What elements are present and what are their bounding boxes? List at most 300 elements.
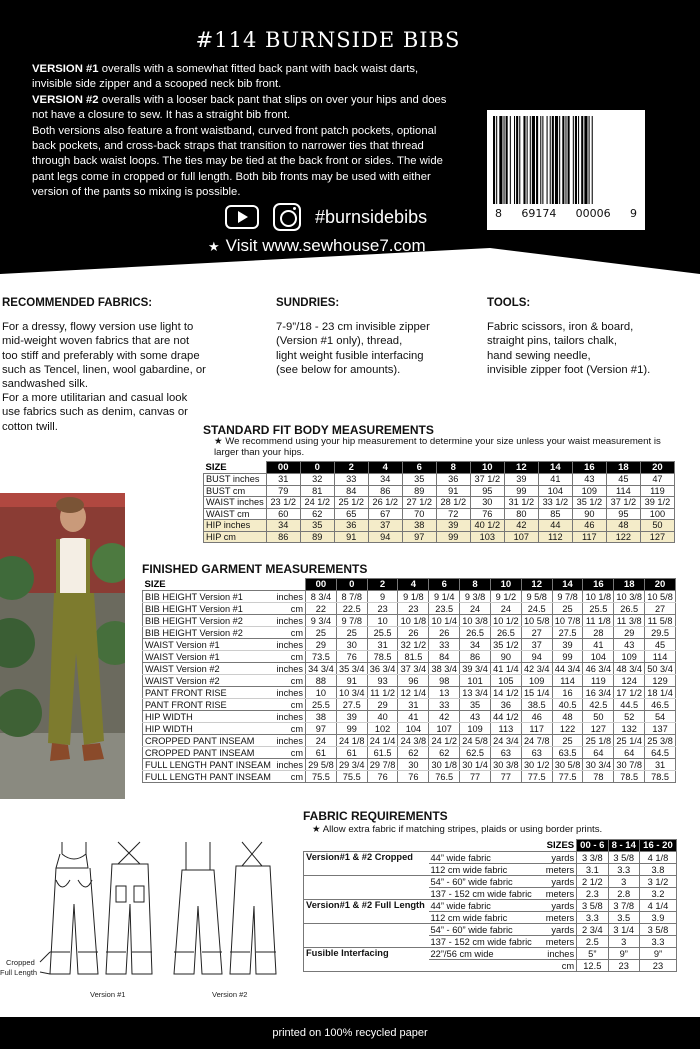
size-col-header: 20 xyxy=(640,462,674,474)
cell: 24 xyxy=(490,603,521,615)
sundries: SUNDRIES: 7-9”/18 - 23 cm invisible zipper (Version #1 only), thread, light weight fusible interfacing (see below for amounts). xyxy=(276,296,476,377)
cell: 35 xyxy=(300,520,334,532)
youtube-icon[interactable] xyxy=(225,205,259,229)
cell: 44 1/2 xyxy=(490,711,521,723)
cell: 137 xyxy=(645,723,676,735)
barcode-bar xyxy=(584,116,587,204)
fabric-unit: yards xyxy=(541,924,576,936)
cell: 88 xyxy=(306,675,337,687)
cell: 94 xyxy=(521,651,552,663)
body-note: ★ We recommend using your hip measurement to determine your size unless your waist measurement is larger than your hips. xyxy=(214,436,661,458)
cell: 109 xyxy=(572,485,606,497)
cell: 54 xyxy=(645,711,676,723)
cell: 44 3/4 xyxy=(552,663,583,675)
sundries-heading: SUNDRIES: xyxy=(276,297,340,309)
cell: 30 1/2 xyxy=(521,759,552,771)
cell: 91 xyxy=(336,675,367,687)
cell: 37 1/2 xyxy=(606,497,640,509)
cell: 3.3 xyxy=(577,912,608,924)
cell: 38 xyxy=(402,520,436,532)
cell: 2 1/2 xyxy=(577,876,608,888)
row-label: HIP cm xyxy=(204,531,267,543)
cell: 23 xyxy=(639,960,676,972)
barcode-bar xyxy=(562,116,564,204)
table-row xyxy=(304,852,677,864)
barcode-bar xyxy=(581,116,583,204)
cell: 45 xyxy=(606,474,640,486)
cell: 76 xyxy=(398,771,429,783)
barcode-bar xyxy=(516,116,518,204)
cell: 64 xyxy=(583,747,614,759)
cell: 9 3/4 xyxy=(306,615,337,627)
star-icon: ★ xyxy=(208,239,220,254)
cell: 9 1/8 xyxy=(398,591,429,603)
cell: 27.5 xyxy=(552,627,583,639)
table-row xyxy=(143,627,676,639)
cell: 24.5 xyxy=(521,603,552,615)
cell: 25.5 xyxy=(367,627,398,639)
cell: 32 1/2 xyxy=(398,639,429,651)
cell: 35 1/2 xyxy=(572,497,606,509)
sizes-header: SIZES xyxy=(541,840,576,852)
cell: 38 xyxy=(306,711,337,723)
cell: 41 xyxy=(538,474,572,486)
cell: 42 3/4 xyxy=(521,663,552,675)
row-label: WAIST Version #1 xyxy=(143,651,275,663)
cell: 11 1/2 xyxy=(367,687,398,699)
cell: 29 xyxy=(306,639,337,651)
cell: 9 5/8 xyxy=(521,591,552,603)
cell: 35 3/4 xyxy=(336,663,367,675)
cell: 24 5/8 xyxy=(460,735,491,747)
fabric-desc: 44” wide fabric xyxy=(429,900,542,912)
cell: 64 xyxy=(614,747,645,759)
row-label: FULL LENGTH PANT INSEAM xyxy=(143,771,275,783)
cell: 62 xyxy=(300,508,334,520)
row-label: CROPPED PANT INSEAM xyxy=(143,735,275,747)
cell: 27 1/2 xyxy=(402,497,436,509)
barcode-bar xyxy=(536,116,538,204)
barcode xyxy=(487,110,645,230)
cell: 47 xyxy=(640,474,674,486)
cell: 46 xyxy=(572,520,606,532)
cell: 63 xyxy=(521,747,552,759)
fabric-requirements-title: FABRIC REQUIREMENTS xyxy=(303,809,448,823)
cell: 75.5 xyxy=(306,771,337,783)
cell: 127 xyxy=(583,723,614,735)
table-row xyxy=(143,651,676,663)
cell: 43 xyxy=(572,474,606,486)
body-measurements-table xyxy=(203,461,675,543)
group-name: Fusible Interfacing xyxy=(304,948,429,972)
barcode-bar xyxy=(514,116,515,204)
barcode-bar xyxy=(519,116,520,204)
cell: 35 1/2 xyxy=(490,639,521,651)
cell: 10 5/8 xyxy=(645,591,676,603)
cell: 14 1/2 xyxy=(490,687,521,699)
cell: 23 xyxy=(398,603,429,615)
v2-label: VERSION #2 xyxy=(32,93,99,106)
cell: 39 3/4 xyxy=(460,663,491,675)
barcode-bar xyxy=(510,116,511,204)
cell: 24 3/4 xyxy=(490,735,521,747)
cell: 28 xyxy=(583,627,614,639)
cell: 114 xyxy=(606,485,640,497)
table-row xyxy=(143,675,676,687)
garment-header-row xyxy=(143,579,676,591)
size-col-header: 20 xyxy=(645,579,676,591)
cell: 99 xyxy=(504,485,538,497)
size-col-header: 14 xyxy=(552,579,583,591)
cell: 48 3/4 xyxy=(614,663,645,675)
cell: 46.5 xyxy=(645,699,676,711)
cell: 64.5 xyxy=(645,747,676,759)
both-versions-text: Both versions also feature a front waistband, curved front patch pockets, optional back pockets, and cross-back straps that transition to narrower ties that thread through back waist loops. The ties may be tied at the back front or sides. The wide pant legs come in cropped or full length. Both bib fronts may be used with either version of the pants so mixing is possible. xyxy=(32,124,443,199)
star-icon: ★ xyxy=(214,436,226,447)
cell: 91 xyxy=(334,531,368,543)
row-label: BUST cm xyxy=(204,485,267,497)
size-col-header: 8 - 14 xyxy=(608,840,639,852)
cell: 78 xyxy=(583,771,614,783)
cell: 3.3 xyxy=(608,864,639,876)
garment-measurements-table xyxy=(142,578,676,783)
cell: 52 xyxy=(614,711,645,723)
cell: 48 xyxy=(552,711,583,723)
size-col-header: 0 xyxy=(300,462,334,474)
table-row xyxy=(204,531,675,543)
table-row xyxy=(143,591,676,603)
table-row xyxy=(143,639,676,651)
cell: 30 xyxy=(470,497,504,509)
barcode-bar xyxy=(493,116,495,204)
cell: 26.5 xyxy=(460,627,491,639)
row-label: BIB HEIGHT Version #2 xyxy=(143,627,275,639)
barcode-bar xyxy=(504,116,505,204)
cell: 3 xyxy=(608,876,639,888)
tools-heading: TOOLS: xyxy=(487,297,531,309)
cell: 2.8 xyxy=(608,888,639,900)
size-col-header: 4 xyxy=(398,579,429,591)
cell: 65 xyxy=(334,508,368,520)
size-col-header: 4 xyxy=(368,462,402,474)
size-col-header: 0 xyxy=(336,579,367,591)
cell: 62 xyxy=(398,747,429,759)
size-col-header: 12 xyxy=(521,579,552,591)
fabric-desc: 112 cm wide fabric xyxy=(429,912,542,924)
cell: 45 xyxy=(645,639,676,651)
cell: 78.5 xyxy=(614,771,645,783)
fabric-note: ★ Allow extra fabric if matching stripes, plaids or using border prints. xyxy=(312,824,603,835)
cell: 41 xyxy=(398,711,429,723)
cell: 28 1/2 xyxy=(436,497,470,509)
cell: 4 1/4 xyxy=(639,900,676,912)
cell: 24 7/8 xyxy=(521,735,552,747)
cell: 35 xyxy=(402,474,436,486)
row-unit: cm xyxy=(274,771,305,783)
cell: 25 xyxy=(552,603,583,615)
cell: 99 xyxy=(552,651,583,663)
cell: 39 xyxy=(552,639,583,651)
cell: 26 xyxy=(429,627,460,639)
cell: 3 1/2 xyxy=(639,876,676,888)
row-unit: cm xyxy=(274,675,305,687)
table-row xyxy=(143,747,676,759)
size-col-header: 16 - 20 xyxy=(639,840,676,852)
cell: 101 xyxy=(460,675,491,687)
cell: 46 xyxy=(521,711,552,723)
cell: 70 xyxy=(402,508,436,520)
cell: 10 3/4 xyxy=(336,687,367,699)
row-label: HIP WIDTH xyxy=(143,711,275,723)
cell: 113 xyxy=(490,723,521,735)
cell: 3.5 xyxy=(608,912,639,924)
table-row xyxy=(143,687,676,699)
cell: 37 xyxy=(521,639,552,651)
barcode-bar xyxy=(592,116,593,204)
cell: 2 3/4 xyxy=(577,924,608,936)
cell: 9 1/4 xyxy=(429,591,460,603)
cell: 114 xyxy=(645,651,676,663)
barcode-bar xyxy=(530,116,531,204)
row-label: BUST inches xyxy=(204,474,267,486)
cell: 95 xyxy=(470,485,504,497)
barcode-bar xyxy=(496,116,497,204)
body-measurements-title: STANDARD FIT BODY MEASUREMENTS xyxy=(203,423,434,437)
cell: 89 xyxy=(300,531,334,543)
cell: 90 xyxy=(572,508,606,520)
cell: 67 xyxy=(368,508,402,520)
website-link[interactable]: ★ Visit www.sewhouse7.com xyxy=(208,236,426,255)
cell: 23 xyxy=(608,960,639,972)
barcode-bar xyxy=(575,116,577,204)
size-col-header: 00 - 6 xyxy=(577,840,608,852)
cell: 43 xyxy=(614,639,645,651)
cell: 33 xyxy=(429,699,460,711)
size-col-header: 2 xyxy=(367,579,398,591)
barcode-bar xyxy=(568,116,570,204)
cell: 104 xyxy=(583,651,614,663)
row-unit: inches xyxy=(274,759,305,771)
size-col-header: 18 xyxy=(614,579,645,591)
cell: 12 1/4 xyxy=(398,687,429,699)
cell: 13 xyxy=(429,687,460,699)
barcode-bar xyxy=(499,116,502,204)
fabric-desc: 54” - 60” wide fabric xyxy=(429,876,542,888)
size-col-header: 00 xyxy=(306,579,337,591)
fabric-desc: 44” wide fabric xyxy=(429,852,542,864)
cell: 16 3/4 xyxy=(583,687,614,699)
row-unit: inches xyxy=(274,615,305,627)
cell: 3 5/8 xyxy=(577,900,608,912)
cell: 102 xyxy=(367,723,398,735)
barcode-bar xyxy=(523,116,525,204)
cell: 37 xyxy=(368,520,402,532)
cell: 99 xyxy=(336,723,367,735)
cell: 3 7/8 xyxy=(608,900,639,912)
row-label: BIB HEIGHT Version #2 xyxy=(143,615,275,627)
cell: 22.5 xyxy=(336,603,367,615)
cell: 26 xyxy=(398,627,429,639)
cell: 36 xyxy=(436,474,470,486)
row-label: BIB HEIGHT Version #1 xyxy=(143,603,275,615)
cell: 42.5 xyxy=(583,699,614,711)
cell: 50 3/4 xyxy=(645,663,676,675)
size-col-header: 12 xyxy=(504,462,538,474)
cell: 77 xyxy=(490,771,521,783)
cell: 2.5 xyxy=(577,936,608,948)
fabric-desc: 137 - 152 cm wide fabric xyxy=(429,936,542,948)
cell: 104 xyxy=(398,723,429,735)
cell: 25.5 xyxy=(583,603,614,615)
cell: 4 1/8 xyxy=(639,852,676,864)
social-row xyxy=(225,200,427,234)
fabric-unit: yards xyxy=(541,876,576,888)
cell: 8 3/4 xyxy=(306,591,337,603)
fabric-unit: meters xyxy=(541,912,576,924)
size-col-header: 16 xyxy=(583,579,614,591)
cell: 61 xyxy=(336,747,367,759)
cell: 25 xyxy=(336,627,367,639)
cell: 40 xyxy=(367,711,398,723)
recommended-fabrics xyxy=(2,296,207,434)
table-row xyxy=(143,663,676,675)
barcode-bar xyxy=(550,116,551,204)
garment-measurements-title: FINISHED GARMENT MEASUREMENTS xyxy=(142,562,368,576)
cell: 62.5 xyxy=(460,747,491,759)
barcode-bar xyxy=(573,116,574,204)
fabric-desc: 22”/56 cm wide xyxy=(429,948,542,960)
cell: 112 xyxy=(538,531,572,543)
cell: 43 xyxy=(460,711,491,723)
cell: 91 xyxy=(436,485,470,497)
row-unit: inches xyxy=(274,639,305,651)
star-icon: ★ xyxy=(312,824,323,835)
size-col-header: 6 xyxy=(429,579,460,591)
cell: 8 7/8 xyxy=(336,591,367,603)
cell: 132 xyxy=(614,723,645,735)
row-unit: inches xyxy=(274,735,305,747)
cell: 89 xyxy=(402,485,436,497)
cell: 23 1/2 xyxy=(266,497,300,509)
cell: 37 1/2 xyxy=(470,474,504,486)
cell: 26.5 xyxy=(614,603,645,615)
row-label: HIP inches xyxy=(204,520,267,532)
cell: 30 3/4 xyxy=(583,759,614,771)
hashtag: #burnsidebibs xyxy=(315,206,428,227)
fabric-unit: meters xyxy=(541,864,576,876)
cell: 38 3/4 xyxy=(429,663,460,675)
cell: 9” xyxy=(608,948,639,960)
cell: 10 5/8 xyxy=(521,615,552,627)
cell: 34 3/4 xyxy=(306,663,337,675)
cell: 38.5 xyxy=(521,699,552,711)
cell: 96 xyxy=(398,675,429,687)
fabric-desc: 112 cm wide fabric xyxy=(429,864,542,876)
cell: 24 xyxy=(460,603,491,615)
cell: 30 1/8 xyxy=(429,759,460,771)
footer: printed on 100% recycled paper xyxy=(0,1017,700,1049)
cell: 39 1/2 xyxy=(640,497,674,509)
table-row xyxy=(204,485,675,497)
cell: 76.5 xyxy=(429,771,460,783)
version1-label: Version #1 xyxy=(90,990,126,999)
cell: 86 xyxy=(368,485,402,497)
cell: 30 7/8 xyxy=(614,759,645,771)
cell: 17 1/2 xyxy=(614,687,645,699)
size-col-header: 6 xyxy=(402,462,436,474)
table-row xyxy=(143,759,676,771)
cell: 73.5 xyxy=(306,651,337,663)
fabric-unit: yards xyxy=(541,852,576,864)
cell: 27 xyxy=(645,603,676,615)
cell: 86 xyxy=(460,651,491,663)
fabrics-p2: For a more utilitarian and casual look use fabrics such as denim, canvas or cotton twill. xyxy=(2,392,188,433)
cell: 61.5 xyxy=(367,747,398,759)
cell: 97 xyxy=(306,723,337,735)
cell: 44 xyxy=(538,520,572,532)
size-header: SIZE xyxy=(143,579,306,591)
row-label: WAIST Version #1 xyxy=(143,639,275,651)
cell: 117 xyxy=(521,723,552,735)
cell: 23 xyxy=(367,603,398,615)
cell: 3.1 xyxy=(577,864,608,876)
table-row xyxy=(143,603,676,615)
cell: 3.2 xyxy=(639,888,676,900)
cell: 23.5 xyxy=(429,603,460,615)
cell: 78.5 xyxy=(367,651,398,663)
cell: 36 xyxy=(490,699,521,711)
row-label: PANT FRONT RISE xyxy=(143,687,275,699)
cell: 50 xyxy=(583,711,614,723)
cell: 33 1/2 xyxy=(538,497,572,509)
barcode-bar xyxy=(589,116,590,204)
row-label: PANT FRONT RISE xyxy=(143,699,275,711)
cell: 129 xyxy=(645,675,676,687)
row-label: FULL LENGTH PANT INSEAM xyxy=(143,759,275,771)
row-label: WAIST Version #2 xyxy=(143,663,275,675)
fabric-unit: meters xyxy=(541,888,576,900)
v2-text: overalls with a looser back pant that slips on over your hips and does not have a closure to sew. It has a straight bib front. xyxy=(32,93,447,122)
cell: 90 xyxy=(490,651,521,663)
row-label: BIB HEIGHT Version #1 xyxy=(143,591,275,603)
fabric-unit: cm xyxy=(541,960,576,972)
cell: 93 xyxy=(367,675,398,687)
cell: 76 xyxy=(367,771,398,783)
cell: 24 1/4 xyxy=(367,735,398,747)
cell: 81 xyxy=(300,485,334,497)
cell: 34 xyxy=(368,474,402,486)
tools: TOOLS: Fabric scissors, iron & board, straight pins, tailors chalk, hand sewing needle, invisible zipper foot (Version #1). xyxy=(487,296,697,377)
table-row xyxy=(204,474,675,486)
v1-label: VERSION #1 xyxy=(32,63,99,75)
cell: 33 xyxy=(429,639,460,651)
v1-text: overalls with a somewhat fitted back pant with back waist darts, invisible side zipper and a scooped neck bib front. xyxy=(32,63,419,91)
cell: 119 xyxy=(583,675,614,687)
barcode-digits: 8 69174 00006 9 xyxy=(495,207,637,220)
cell: 48 xyxy=(606,520,640,532)
size-col-header: 2 xyxy=(334,462,368,474)
cell: 22 xyxy=(306,603,337,615)
row-unit: cm xyxy=(274,603,305,615)
row-unit: cm xyxy=(274,699,305,711)
barcode-bar xyxy=(527,116,528,204)
cell: 3 3/8 xyxy=(577,852,608,864)
cell: 105 xyxy=(490,675,521,687)
cell: 42 xyxy=(504,520,538,532)
instagram-icon[interactable] xyxy=(273,203,301,231)
cell: 25 1/2 xyxy=(334,497,368,509)
cell: 77.5 xyxy=(552,771,583,783)
